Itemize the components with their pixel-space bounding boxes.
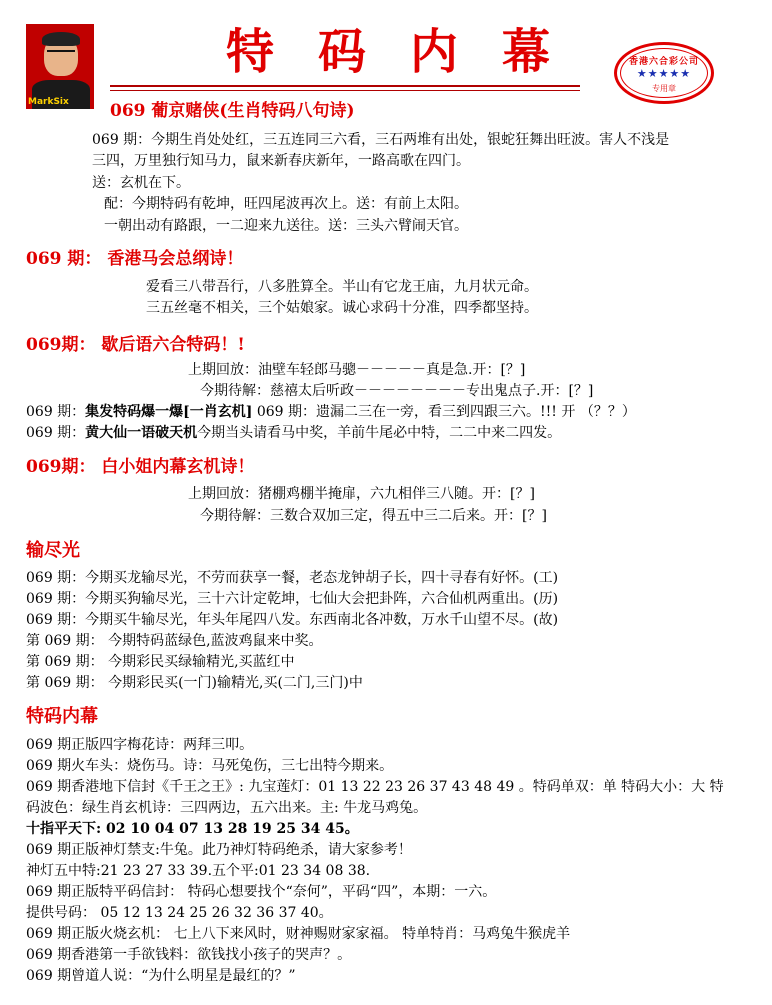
text-line: 一朝出动有路跟，一二迎来九送往。送：三头六臂闹天官。 [104,218,468,234]
text-line: 今期待解：慈禧太后听政－－－－－－－－专出鬼点子.开：[？] [200,383,594,399]
line-bold-lead: 集发特码爆一爆[一肖玄机] [85,404,253,420]
text-line: 第 069 期： 今期彩民买(一门)输精光,买(二门,三门)中 [26,675,363,691]
text-line: 三四，万里独行知马力，鼠来新春庆新年，一路高歌在四门。 [92,153,470,169]
text-line: 069 期香港地下信封《千王之王》: 九宝莲灯：01 13 22 23 26 37 43 48 49 。特码单双：单 特码大小：大 特 [26,779,724,795]
text-line [26,402,636,422]
text-line: 提供号码： 05 12 13 24 25 26 32 36 37 40。 [26,905,333,921]
text-line: 069 期火车头：烧伤马。诗：马死兔伤，三七出特今期来。 [26,758,394,774]
avatar-logo-text: MarkSix [28,97,69,107]
title-underline-thin [110,90,580,91]
section-heading-hk-jockey-poem: 069 期： 香港马会总纲诗！ [26,249,244,269]
section-heading-riddle: 069期： 歇后语六合特码！! [26,335,245,355]
page-title: 特码内幕 [226,24,595,80]
avatar-glasses [47,50,75,59]
text-line: 069 期：今期买牛输尽光，年头年尾四八发。东西南北各冲数，万水千山望不尽。(故) [26,612,559,628]
seal-top-text: 香港六合彩公司 [628,57,699,67]
text-line: 第 069 期： 今期特码蓝绿色,蓝波鸡鼠来中奖。 [26,633,323,649]
text-line: 069 期正版特平码信封： 特码心想要找个“奈何”，平码“四”，本期：一六。 [26,884,497,900]
line-prefix: 069 期： [26,425,86,441]
text-line: 上期回放：油壁车轻郎马骢－－－－－真是急.开：[？] [188,362,526,378]
text-line: 第 069 期： 今期彩民买绿输精光,买蓝红中 [26,654,295,670]
line-rest: 今期当头请看马中奖，羊前牛尾必中特，二二中来二四发。 [197,425,562,441]
text-line: 爱看三八带吾行，八多胜算全。半山有它龙王庙，九月状元命。 [146,279,538,295]
text-line: 三五丝毫不相关，三个姑娘家。诚心求码十分准，四季都坚持。 [146,300,538,316]
text-line: 码波色：绿生肖玄机诗：三四两边，五六出来。主: 牛龙马鸡兔。 [26,800,428,816]
text-line: 069 期正版四字梅花诗：两拜三叩。 [26,737,254,753]
line-bold-lead: 黄大仙一语破天机 [85,425,198,441]
seal-bottom-text: 专用章 [652,84,676,93]
text-line: 069 期：今期生肖处处红，三五连同三六看，三石两堆有出处，银蛇狂舞出旺波。害人不浅是 [92,132,670,148]
text-line: 069 期香港第一手欲钱料：欲钱找小孩子的哭声？。 [26,947,352,963]
text-line: 送：玄机在下。 [92,175,190,191]
text-line: 十指平天下: 02 10 04 07 13 28 19 25 34 45。 [26,821,359,837]
section-heading-inside-story: 特码内幕 [26,706,98,727]
text-line: 069 期：今期买龙输尽光，不劳而获享一餐，老态龙钟胡子长，四十寻春有好怀。(工) [26,570,559,586]
line-rest: 069 期：遗漏二三在一旁，看三到四跟三六。!!! 开 （？？） [252,404,636,420]
text-line: 神灯五中特:21 23 27 33 39.五个平:01 23 34 08 38. [26,863,371,879]
seal-stars: ★★★★★ [636,67,692,80]
section-heading-miss-white-poem: 069期： 白小姐内幕玄机诗！ [26,457,255,477]
title-underline [110,85,580,87]
text-line [26,423,561,443]
official-seal-stamp [614,42,714,104]
section-heading-lose-all: 输尽光 [26,540,80,561]
text-line: 配：今期特码有乾坤，旺四尾波再次上。送：有前上太阳。 [104,196,468,212]
text-line: 069 期正版火烧玄机： 七上八下来风时，财神赐财家家福。 特单特肖：马鸡兔牛猴虎羊 [26,926,571,942]
text-line: 上期回放：猪棚鸡棚半掩扉，六九相伴三八随。开：[？] [188,486,535,502]
text-line: 069 期曾道人说：“为什么明星是最红的？” [26,968,296,984]
text-line: 069 期：今期买狗输尽光，三十六计定乾坤，七仙大会把卦阵，六合仙机两重出。(历) [26,591,559,607]
line-prefix: 069 期： [26,404,86,420]
text-line: 069 期正版神灯禁支:牛兔。此乃神灯特码绝杀，请大家参考！ [26,842,412,858]
author-avatar-photo [26,24,94,109]
avatar-hair [42,32,80,46]
text-line: 今期待解：三数合双加三定，得五中三二后来。开：[？] [200,508,547,524]
section-heading-casino-poem: 069 葡京赌侠(生肖特码八句诗) [110,101,355,121]
